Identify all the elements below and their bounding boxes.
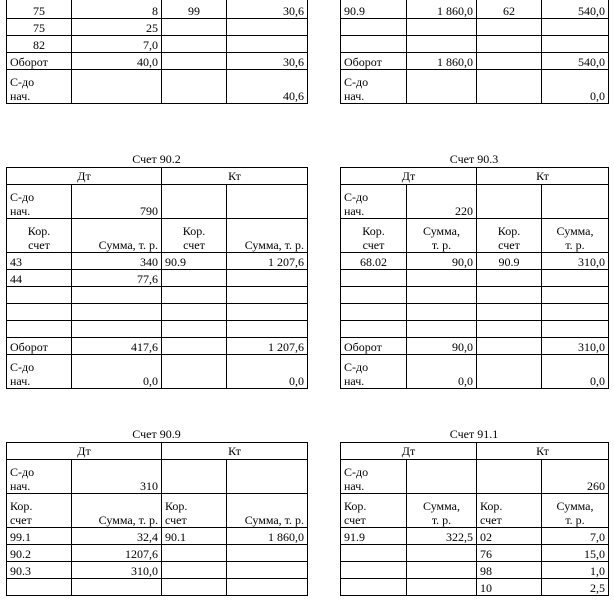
saldo-label: С-до нач. <box>7 185 72 219</box>
kor-cell: 02 <box>477 528 542 545</box>
sum-cell: 15,0 <box>542 545 609 562</box>
oborot-dt: 90,0 <box>407 338 477 355</box>
sum-cell: 2,5 <box>542 579 609 596</box>
sum-cell: 322,5 <box>407 528 477 545</box>
sum-cell: 1,0 <box>542 562 609 579</box>
sum-cell: 7,0 <box>542 528 609 545</box>
kor-cell: 98 <box>477 562 542 579</box>
sum-header: Сумма, т. р. <box>407 494 477 528</box>
sum-cell: 32,4 <box>72 528 162 545</box>
account-title: Счет 91.1 <box>449 427 499 441</box>
kor-header: Кор. счет <box>477 219 542 253</box>
kor-cell: 99 <box>162 0 227 19</box>
sum-cell <box>227 36 308 53</box>
saldo-end-kt: 0,0 <box>542 355 609 389</box>
table-row <box>341 270 609 287</box>
kor-header: Кор. счет <box>341 219 407 253</box>
saldo-end-kt: 40,6 <box>227 70 308 104</box>
oborot-kt: 1 207,6 <box>227 338 308 355</box>
saldo-start-row <box>7 460 308 494</box>
credit-header: Кт <box>477 168 609 185</box>
table-row <box>341 287 609 304</box>
sum-header: Сумма, т. р. <box>72 494 162 528</box>
account-90-2-ledger <box>6 167 308 389</box>
saldo-end-dt <box>72 70 162 104</box>
account-title: Счет 90.3 <box>449 152 499 166</box>
sum-header: Сумма, т. р. <box>227 494 308 528</box>
saldo-end-dt <box>407 70 477 104</box>
oborot-kt: 540,0 <box>542 53 609 70</box>
table-row <box>7 528 308 545</box>
debit-header: Дт <box>341 168 477 185</box>
kor-header: Кор. счет <box>162 219 227 253</box>
sum-header: Сумма, т. р. <box>542 219 609 253</box>
table-row <box>7 562 308 579</box>
sum-cell: 77,6 <box>72 270 162 287</box>
oborot-row <box>7 53 308 70</box>
oborot-label: Оборот <box>341 338 407 355</box>
top-left-ledger <box>6 0 308 104</box>
table-row <box>7 36 308 53</box>
saldo-start-row <box>7 185 308 219</box>
sum-cell: 310,0 <box>72 562 162 579</box>
saldo-label: С-до нач. <box>7 460 72 494</box>
sum-cell: 25 <box>72 19 162 36</box>
account-91-1-ledger <box>340 442 609 596</box>
table-row <box>341 579 609 596</box>
table-row <box>341 562 609 579</box>
saldo-end-dt: 0,0 <box>407 355 477 389</box>
kor-cell: 99.1 <box>7 528 72 545</box>
credit-header: Кт <box>162 443 308 460</box>
oborot-label: Оборот <box>7 338 72 355</box>
account-90-9-ledger <box>6 442 308 596</box>
sum-cell: 310,0 <box>542 253 609 270</box>
kor-cell: 75 <box>7 19 72 36</box>
debit-header: Дт <box>7 443 162 460</box>
saldo-end-row <box>7 355 308 389</box>
saldo-start-kt: 260 <box>542 460 609 494</box>
kor-cell <box>162 19 227 36</box>
sum-cell: 540,0 <box>542 0 609 19</box>
sum-cell: 30,6 <box>227 0 308 19</box>
kor-header: Кор. счет <box>341 494 407 528</box>
debit-header: Дт <box>7 168 162 185</box>
table-row <box>341 253 609 270</box>
table-row <box>7 19 308 36</box>
debit-header: Дт <box>341 443 477 460</box>
table-row <box>341 321 609 338</box>
kor-cell: 43 <box>7 253 72 270</box>
column-header-row <box>7 494 308 528</box>
sum-cell <box>227 19 308 36</box>
saldo-start-row <box>341 460 609 494</box>
kor-cell: 62 <box>477 0 542 19</box>
table-row <box>7 321 308 338</box>
sum-cell: 90,0 <box>407 253 477 270</box>
sum-cell: 1 860,0 <box>407 0 477 19</box>
sum-cell: 340 <box>72 253 162 270</box>
oborot-label: Оборот <box>7 53 72 70</box>
kor-cell: 75 <box>7 0 72 19</box>
saldo-start-dt: 790 <box>72 185 162 219</box>
sum-cell: 1207,6 <box>72 545 162 562</box>
table-row <box>7 545 308 562</box>
table-row <box>7 270 308 287</box>
table-row <box>7 0 308 19</box>
saldo-label: С-до нач. <box>341 70 407 104</box>
kor-cell: 76 <box>477 545 542 562</box>
kor-header: Кор. счет <box>477 494 542 528</box>
kor-cell: 90.3 <box>7 562 72 579</box>
oborot-row <box>341 338 609 355</box>
oborot-dt: 40,0 <box>72 53 162 70</box>
saldo-end-row <box>341 70 609 104</box>
saldo-end-dt: 0,0 <box>72 355 162 389</box>
account-title: Счет 90.2 <box>132 152 181 166</box>
sum-header: Сумма, т. р. <box>407 219 477 253</box>
credit-header: Кт <box>162 168 308 185</box>
kor-cell: 91.9 <box>341 528 407 545</box>
kor-cell: 10 <box>477 579 542 596</box>
table-row <box>341 545 609 562</box>
saldo-label: С-до нач. <box>7 70 72 104</box>
sum-header: Сумма, т. р. <box>72 219 162 253</box>
credit-header: Кт <box>477 443 609 460</box>
saldo-start-dt: 220 <box>407 185 477 219</box>
oborot-kt: 310,0 <box>542 338 609 355</box>
table-row <box>341 304 609 321</box>
column-header-row <box>7 219 308 253</box>
saldo-end-row <box>7 70 308 104</box>
oborot-dt: 1 860,0 <box>407 53 477 70</box>
table-row <box>341 19 609 36</box>
column-header-row <box>341 494 609 528</box>
table-row <box>7 304 308 321</box>
saldo-start-row <box>341 185 609 219</box>
kor-cell: 90.2 <box>7 545 72 562</box>
oborot-row <box>7 338 308 355</box>
column-header-row <box>341 219 609 253</box>
table-row <box>341 0 609 19</box>
saldo-label: С-до нач. <box>341 185 407 219</box>
oborot-kt: 30,6 <box>227 53 308 70</box>
table-row <box>7 253 308 270</box>
kor-cell: 90.9 <box>341 0 407 19</box>
kor-cell: 68.02 <box>341 253 407 270</box>
sum-header: Сумма, т. р. <box>542 494 609 528</box>
saldo-end-kt: 0,0 <box>227 355 308 389</box>
saldo-label: С-до нач. <box>341 355 407 389</box>
sum-header: Сумма, т. р. <box>227 219 308 253</box>
sum-cell: 1 207,6 <box>227 253 308 270</box>
table-row <box>341 36 609 53</box>
kor-cell: 90.1 <box>162 528 227 545</box>
saldo-label: С-до нач. <box>341 460 407 494</box>
account-90-3-ledger <box>340 167 609 389</box>
sum-cell: 8 <box>72 0 162 19</box>
sum-cell: 7,0 <box>72 36 162 53</box>
kor-cell: 44 <box>7 270 72 287</box>
kor-cell: 90.9 <box>477 253 542 270</box>
table-row <box>7 287 308 304</box>
oborot-row <box>341 53 609 70</box>
saldo-end-kt: 0,0 <box>542 70 609 104</box>
kor-cell: 82 <box>7 36 72 53</box>
oborot-label: Оборот <box>341 53 407 70</box>
top-right-ledger <box>340 0 609 104</box>
sum-cell: 1 860,0 <box>227 528 308 545</box>
saldo-end-row <box>341 355 609 389</box>
kor-cell <box>162 36 227 53</box>
account-title: Счет 90.9 <box>132 427 181 441</box>
kor-header: Кор. счет <box>7 494 72 528</box>
kor-header: Кор. счет <box>7 219 72 253</box>
saldo-start-dt: 310 <box>72 460 162 494</box>
saldo-label: С-до нач. <box>7 355 72 389</box>
oborot-dt: 417,6 <box>72 338 162 355</box>
table-row <box>7 579 308 596</box>
kor-cell: 90.9 <box>162 253 227 270</box>
kor-header: Кор. счет <box>162 494 227 528</box>
table-row <box>341 528 609 545</box>
